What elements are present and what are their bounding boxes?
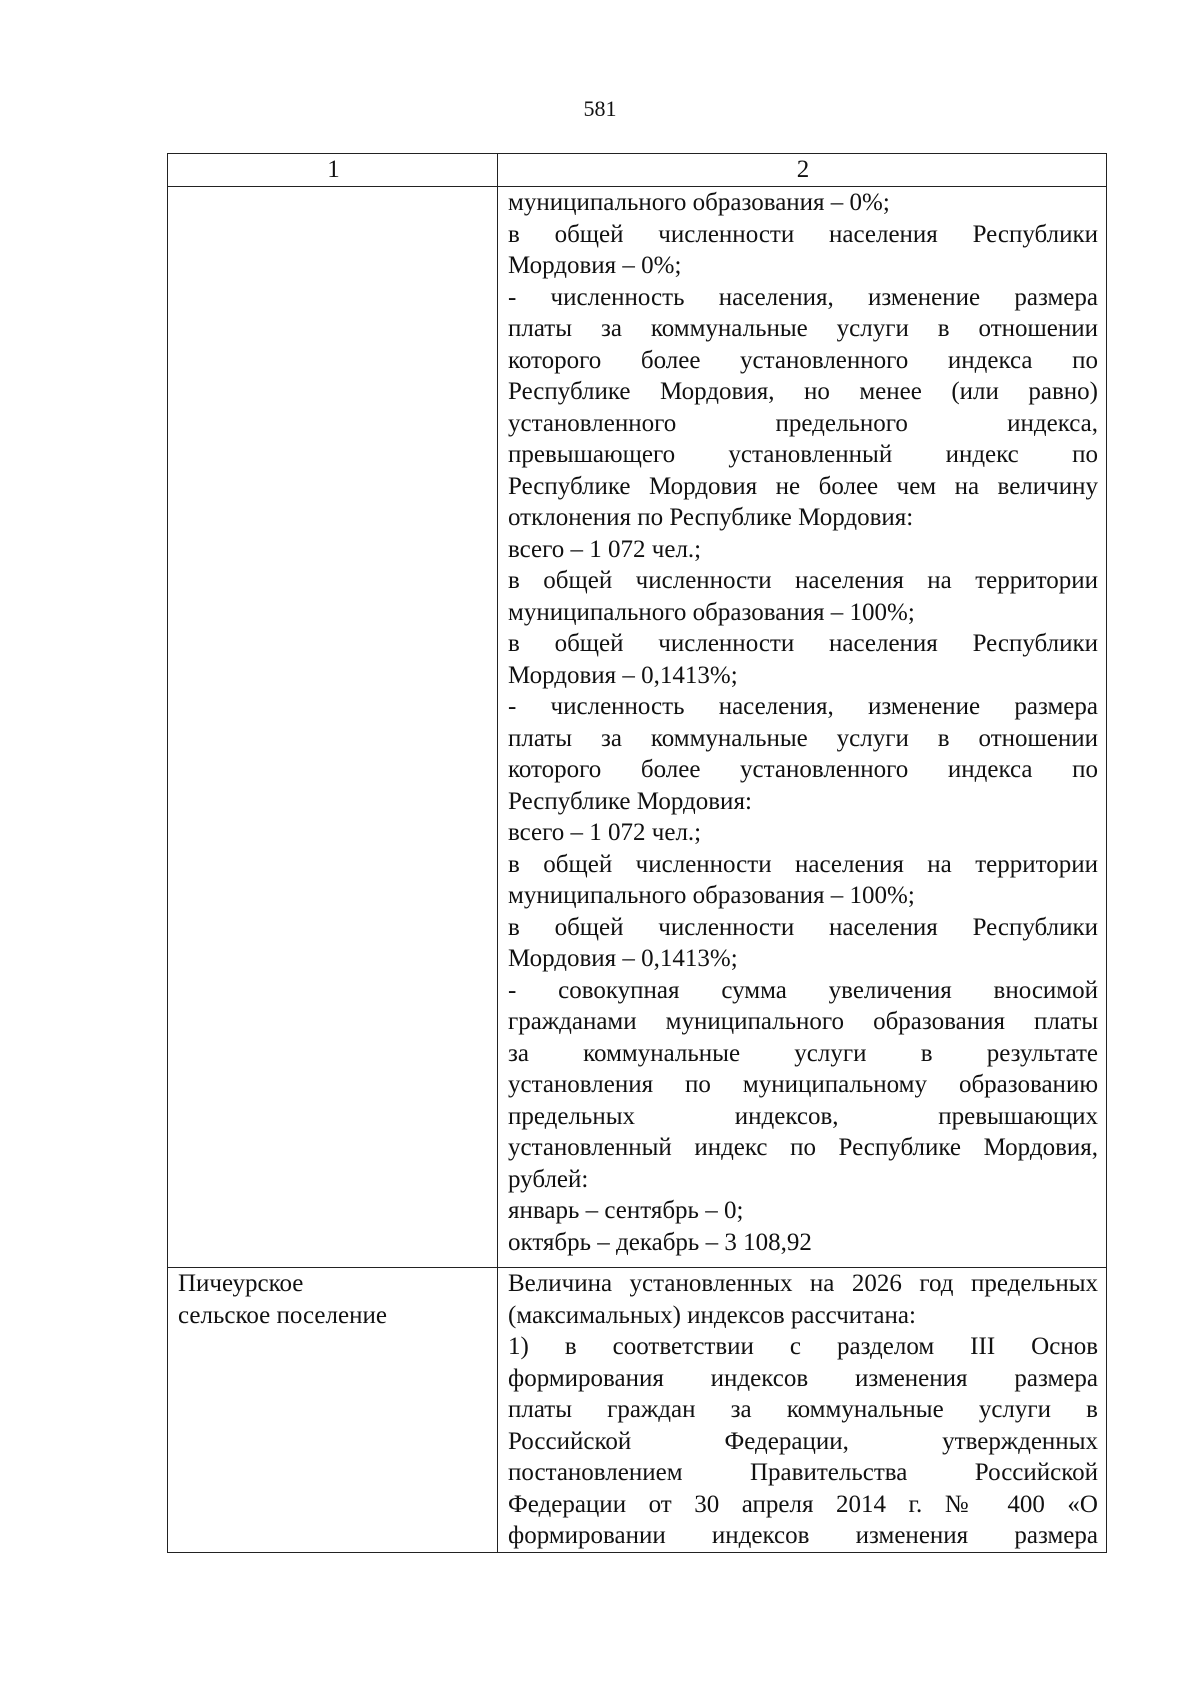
text-line: платы граждан за коммунальные услуги в [508,1396,1098,1423]
text-line: в общей численности населения Республики [508,913,1098,941]
text-line: муниципального образования – 100%; [508,882,915,909]
text-line: формировании индексов изменения размера [508,1522,1098,1549]
text-line: октябрь – декабрь – 3 108,92 [508,1228,812,1256]
table-header-row [168,154,1107,187]
text-line: платы за коммунальные услуги в отношении [508,315,1098,342]
text-line: в общей численности населения Республики [508,630,1098,657]
text-line: Российской Федерации, утвержденных [508,1427,1098,1455]
text-line: Республике Мордовия: [508,787,752,815]
text-line: (максимальных) индексов рассчитана: [508,1301,916,1329]
document-table [167,153,1107,1553]
table-row [168,187,1107,1268]
text-line: рублей: [508,1165,589,1193]
text-line: которого более установленного индекса по [508,756,1098,783]
text-line: - численность населения, изменение размера [508,283,1098,311]
text-line: отклонения по Республике Мордовия: [508,504,914,531]
text-line: которого более установленного индекса по [508,346,1098,374]
text-line: Мордовия – 0,1413%; [508,945,738,972]
text-line: - численность населения, изменение размера [508,693,1098,720]
text-line: Республике Мордовия не более чем на величину [508,472,1098,500]
row2-col2-cell [498,1268,1107,1553]
text-line: всего – 1 072 чел.; [508,535,702,563]
text-line: установленный индекс по Республике Мордовия, [508,1134,1098,1161]
text-line: установленного предельного индекса, [508,409,1098,437]
text-line: Пичеурское [178,1270,304,1297]
row1-col2-cell [498,187,1107,1268]
text-line: за коммунальные услуги в результате [508,1039,1098,1067]
text-line: - совокупная сумма увеличения вносимой [508,976,1098,1004]
text-line: Величина установленных на 2026 год предельных [508,1270,1098,1297]
text-line: предельных индексов, превышающих [508,1102,1098,1130]
text-line: гражданами муниципального образования платы [508,1008,1098,1035]
page-number: 581 [583,96,617,121]
text-line: Республике Мордовия, но менее (или равно) [508,378,1098,405]
text-line: постановлением Правительства Российской [508,1459,1098,1486]
text-line: муниципального образования – 0%; [508,189,890,216]
column-header-1: 1 [168,154,498,187]
text-line: в общей численности населения на территории [508,567,1098,594]
text-line: установления по муниципальному образованию [508,1071,1098,1098]
text-line: Мордовия – 0%; [508,252,682,279]
column-header-2: 2 [498,154,1107,187]
text-line: январь – сентябрь – 0; [508,1197,744,1224]
text-line: в общей численности населения Республики [508,220,1098,248]
text-line: в общей численности населения на территории [508,850,1098,878]
table-row [168,1268,1107,1553]
text-line: муниципального образования – 100%; [508,598,915,626]
text-line: сельское поселение [178,1301,387,1329]
text-line: формирования индексов изменения размера [508,1364,1098,1392]
row1-col1-cell [168,187,498,1268]
text-line: Мордовия – 0,1413%; [508,661,738,689]
text-line: платы за коммунальные услуги в отношении [508,724,1098,752]
text-line: 1) в соответствии с разделом III Основ [508,1333,1098,1360]
text-line: всего – 1 072 чел.; [508,819,702,846]
row2-col1-cell [168,1268,498,1553]
text-line: превышающего установленный индекс по [508,441,1098,468]
text-line: Федерации от 30 апреля 2014 г. № 400 «О [508,1490,1098,1518]
